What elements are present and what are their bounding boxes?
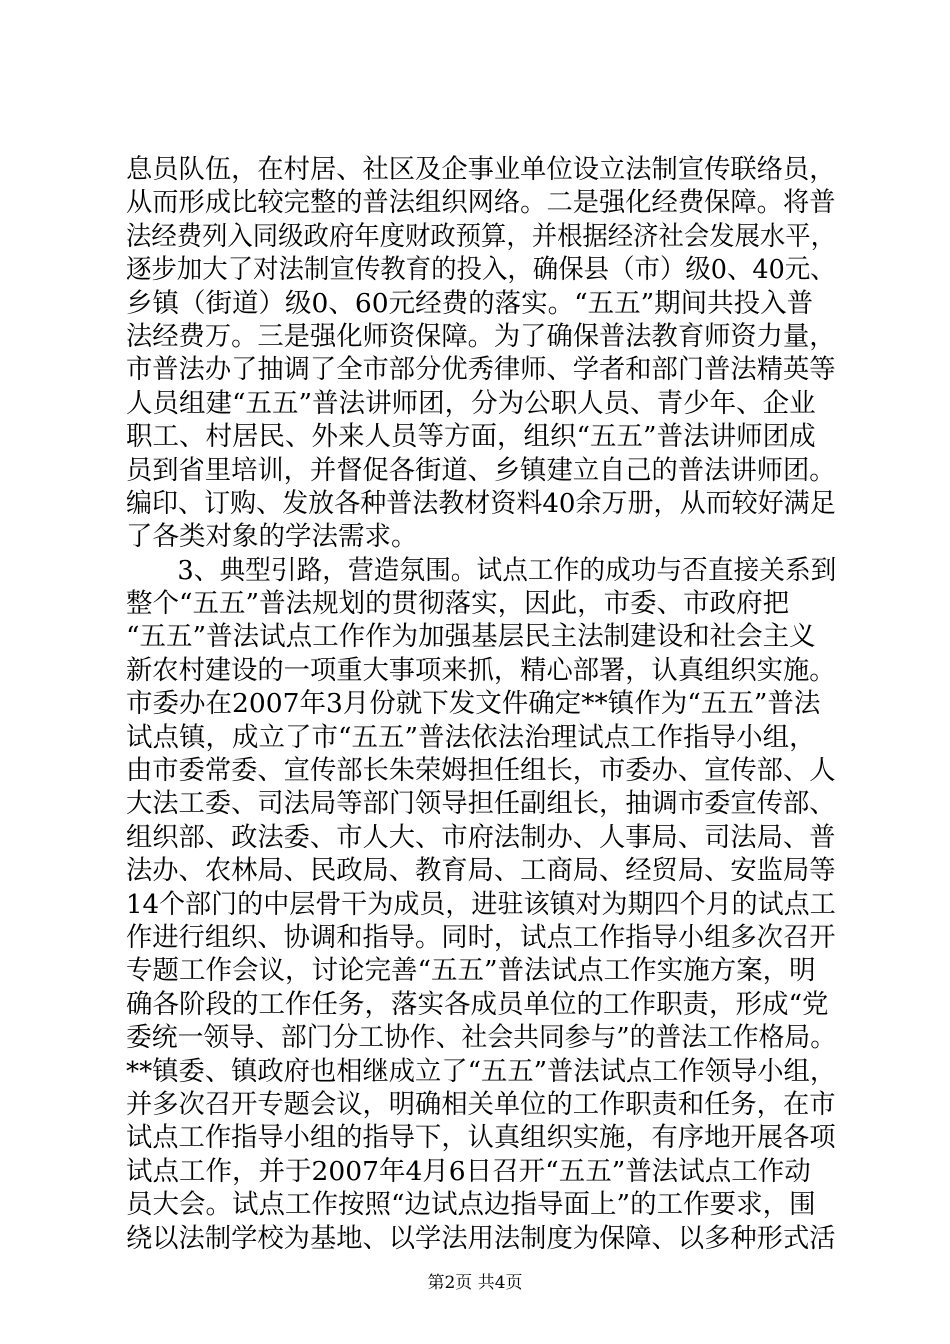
text-line: 逐步加大了对法制宣传教育的投入，确保县（市）级0、40元、 [126,254,836,286]
text-line: 委统一领导、部门分工协作、社会共同参与”的普法工作格局。 [126,1022,837,1054]
text-line: 由市委常委、宣传部长朱荣姆担任组长，市委办、宣传部、人 [126,755,836,787]
text-line: 了各类对象的学法需求。 [126,521,418,553]
text-line: 法经费列入同级政府年度财政预算，并根据经济社会发展水平， [126,220,836,252]
text-line: 法办、农林局、民政局、教育局、工商局、经贸局、安监局等 [126,855,836,887]
page-footer: 第2页 共4页 [427,1273,523,1293]
text-line: 试点工作，并于2007年4月6日召开“五五”普法试点工作动 [126,1155,811,1187]
text-line: 绕以法制学校为基地、以学法用法制度为保障、以多种形式活 [126,1222,836,1254]
text-line: 大法工委、司法局等部门领导担任副组长，抽调市委宣传部、 [126,788,836,820]
text-line: 组织部、政法委、市人大、市府法制办、人事局、司法局、普 [126,821,836,853]
text-line: 试点镇，成立了市“五五”普法依法治理试点工作指导小组， [126,721,816,753]
text-line: 作进行组织、协调和指导。同时，试点工作指导小组多次召开 [126,921,836,953]
text-line: 确各阶段的工作任务，落实各成员单位的工作职责，形成“党 [126,988,829,1020]
text-line: 市普法办了抽调了全市部分优秀律师、学者和部门普法精英等 [126,354,836,386]
text-line: 乡镇（街道）级0、60元经费的落实。“五五”期间共投入普 [126,287,814,319]
text-line: 并多次召开专题会议，明确相关单位的工作职责和任务，在市 [126,1088,836,1120]
text-line: 从而形成比较完整的普法组织网络。二是强化经费保障。将普 [126,187,836,219]
text-line: 法经费万。三是强化师资保障。为了确保普法教育师资力量， [126,320,836,352]
text-line: 新农村建设的一项重大事项来抓，精心部署，认真组织实施。 [126,654,836,686]
text-line: 3、典型引路，营造氛围。试点工作的成功与否直接关系到 [126,554,837,586]
text-line: 员到省里培训，并督促各街道、乡镇建立自己的普法讲师团。 [126,454,836,486]
text-line: 职工、村居民、外来人员等方面，组织“五五”普法讲师团成 [126,421,816,453]
text-line: 试点工作指导小组的指导下，认真组织实施，有序地开展各项 [126,1122,836,1154]
text-line: **镇委、镇政府也相继成立了“五五”普法试点工作领导小组， [126,1055,837,1087]
text-line: 编印、订购、发放各种普法教材资料40余万册，从而较好满足 [126,487,836,519]
text-line: 14个部门的中层骨干为成员，进驻该镇对为期四个月的试点工 [126,888,836,920]
text-line: 专题工作会议，讨论完善“五五”普法试点工作实施方案，明 [126,955,816,987]
body-text [126,153,836,1255]
text-line: 息员队伍，在村居、社区及企事业单位设立法制宣传联络员， [126,154,836,185]
text-line: 人员组建“五五”普法讲师团，分为公职人员、青少年、企业 [126,387,816,419]
text-line: “五五”普法试点工作作为加强基层民主法制建设和社会主义 [126,621,816,653]
text-line: 整个“五五”普法规划的贯彻落实，因此，市委、市政府把 [126,588,790,620]
text-line: 市委办在2007年3月份就下发文件确定**镇作为“五五”普法 [126,688,821,720]
text-line: 员大会。试点工作按照“边试点边指导面上”的工作要求，围 [126,1189,816,1221]
